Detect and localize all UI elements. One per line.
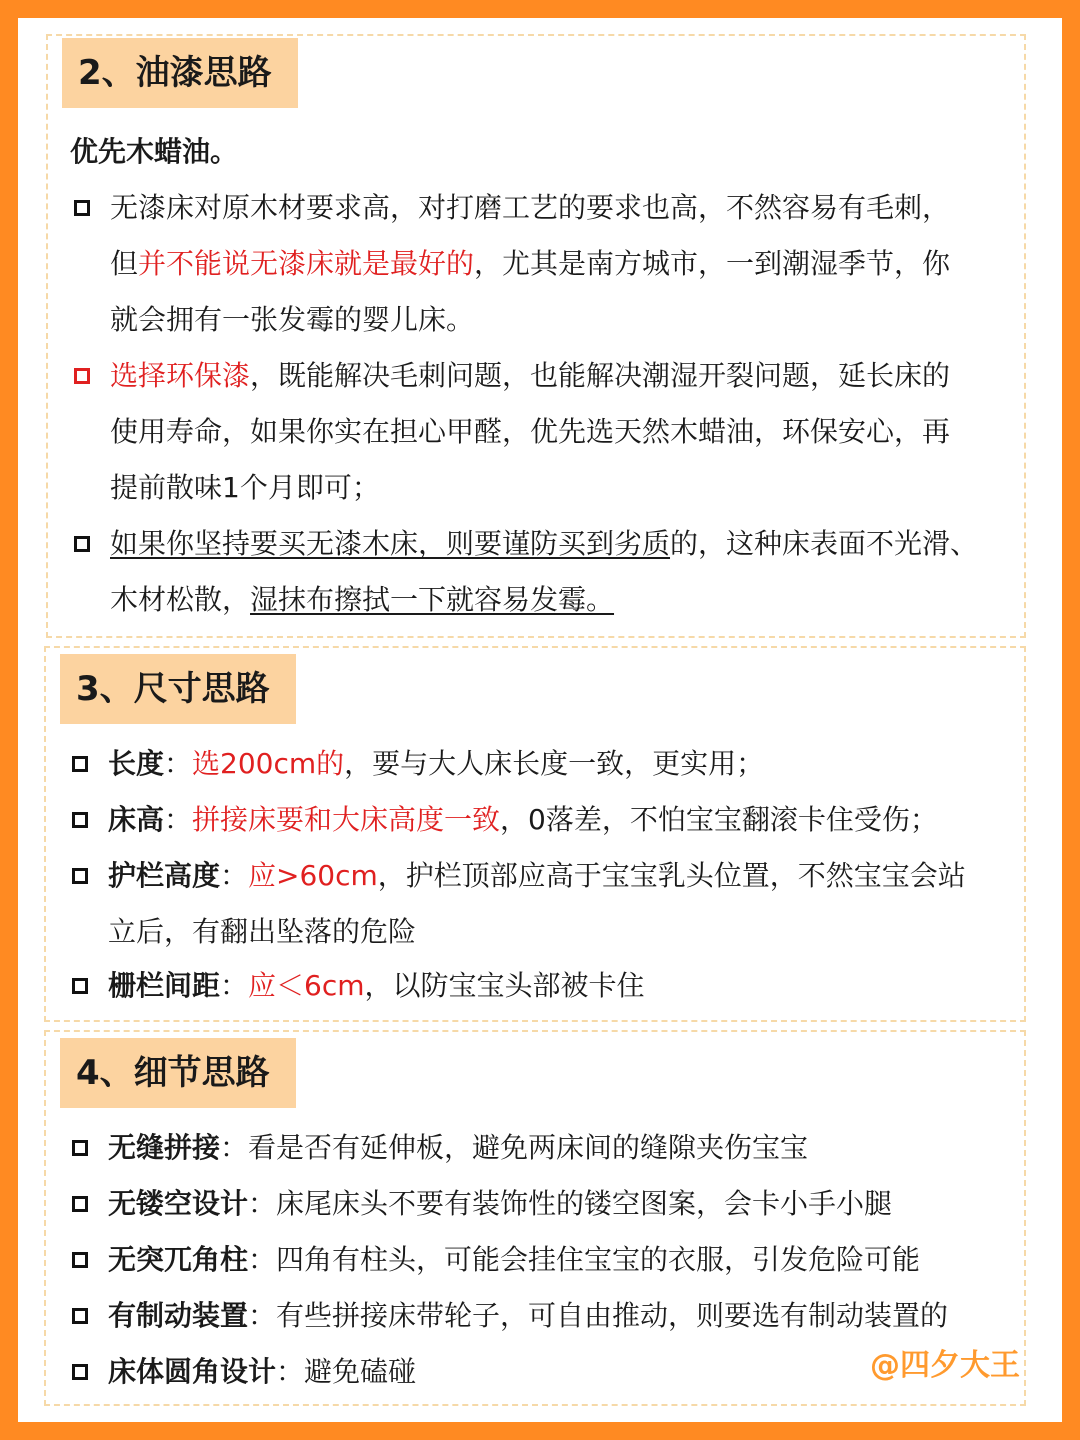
checkbox-icon	[74, 368, 90, 384]
checkbox-icon	[72, 1308, 88, 1324]
checkbox-icon	[72, 1364, 88, 1380]
detail-item: 无镂空设计：床尾床头不要有装饰性的镂空图案，会卡小手小腿	[108, 1187, 893, 1220]
bullet-line: 但并不能说无漆床就是最好的，尤其是南方城市，一到潮湿季节，你	[110, 247, 951, 280]
checkbox-icon	[72, 1252, 88, 1268]
bullet-line: 选择环保漆，既能解决毛刺问题，也能解决潮湿开裂问题，延长床的	[110, 359, 951, 392]
bullet-line: 木材松散，湿抹布擦拭一下就容易发霉。	[110, 583, 615, 616]
checkbox-icon	[72, 812, 88, 828]
size-item: 床高：拼接床要和大床高度一致，0落差，不怕宝宝翻滚卡住受伤；	[108, 803, 938, 836]
checkbox-icon	[72, 1140, 88, 1156]
size-item: 护栏高度：应>60cm，护栏顶部应高于宝宝乳头位置，不然宝宝会站	[108, 859, 966, 892]
detail-item: 无突兀角柱：四角有柱头，可能会挂住宝宝的衣服，引发危险可能	[108, 1243, 921, 1276]
checkbox-icon	[72, 978, 88, 994]
checkbox-icon	[72, 868, 88, 884]
checkbox-icon	[72, 1196, 88, 1212]
bullet-line: 如果你坚持要买无漆木床，则要谨防买到劣质的，这种床表面不光滑、	[110, 527, 979, 560]
size-item: 栅栏间距：应＜6cm，以防宝宝头部被卡住	[108, 969, 645, 1002]
section-paint	[46, 34, 1026, 638]
intro-text: 优先木蜡油。	[70, 135, 239, 168]
highlight-text: 选择环保漆	[110, 359, 251, 392]
page	[18, 18, 1062, 1422]
section-title: 4、细节思路	[60, 1038, 296, 1108]
section-title: 3、尺寸思路	[60, 654, 296, 724]
detail-item: 无缝拼接：看是否有延伸板，避免两床间的缝隙夹伤宝宝	[108, 1131, 809, 1164]
size-item-cont: 立后，有翻出坠落的危险	[108, 915, 417, 948]
checkbox-icon	[74, 536, 90, 552]
checkbox-icon	[72, 756, 88, 772]
size-item: 长度：选200cm的，要与大人床长度一致，更实用；	[108, 747, 765, 780]
checkbox-icon	[74, 200, 90, 216]
detail-item: 有制动装置：有些拼接床带轮子，可自由推动，则要选有制动装置的	[108, 1299, 949, 1332]
bullet-line: 无漆床对原木材要求高，对打磨工艺的要求也高，不然容易有毛刺，	[110, 191, 951, 224]
detail-item: 床体圆角设计：避免磕碰	[108, 1355, 417, 1388]
highlight-text: 并不能说无漆床就是最好的	[138, 247, 475, 280]
bullet-line: 提前散味1个月即可；	[110, 471, 380, 504]
author-watermark: @四夕大王	[870, 1348, 1020, 1383]
bullet-line: 使用寿命，如果你实在担心甲醛，优先选天然木蜡油，环保安心，再	[110, 415, 951, 448]
bullet-line: 就会拥有一张发霉的婴儿床。	[110, 303, 475, 336]
section-size	[44, 646, 1026, 1022]
section-title: 2、油漆思路	[62, 38, 298, 108]
